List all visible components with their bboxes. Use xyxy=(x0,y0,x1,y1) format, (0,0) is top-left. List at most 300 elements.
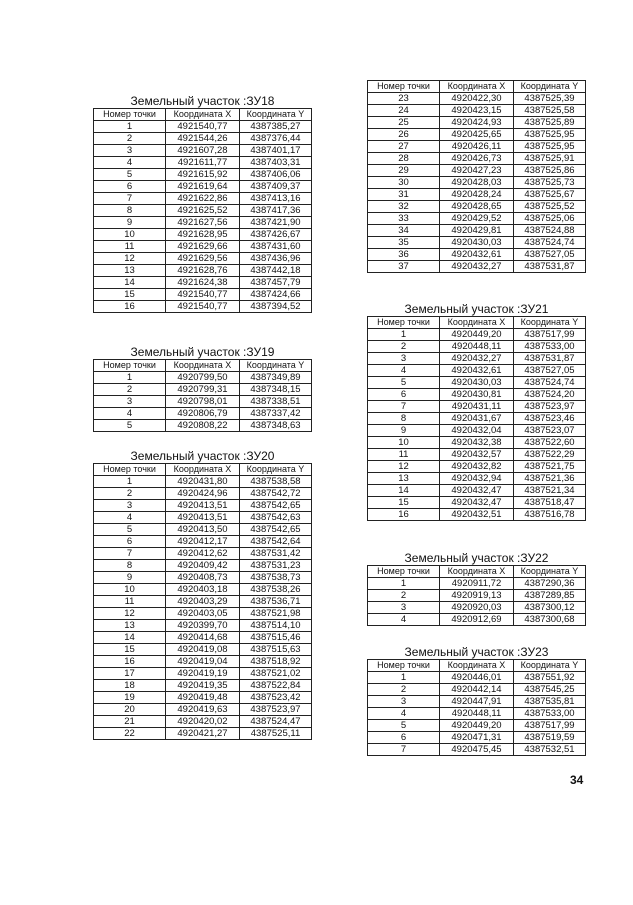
coordinate-y-cell: 4387525,67 xyxy=(514,189,586,201)
table-row xyxy=(94,656,312,668)
coordinate-y-cell: 4387337,42 xyxy=(240,408,312,420)
table-row xyxy=(94,584,312,596)
table-row xyxy=(94,265,312,277)
point-number-cell: 14 xyxy=(94,277,166,289)
coordinate-x-cell: 4921622,86 xyxy=(166,193,240,205)
coordinate-x-cell: 4920919,13 xyxy=(440,590,514,602)
coordinate-y-cell: 4387551,92 xyxy=(514,672,586,684)
table-row xyxy=(368,117,586,129)
coordinate-y-header: Координата Y xyxy=(514,566,586,578)
table-row xyxy=(368,449,586,461)
coordinate-x-cell: 4920432,27 xyxy=(440,353,514,365)
coordinate-y-cell: 4387542,65 xyxy=(240,500,312,512)
coordinate-y-cell: 4387538,58 xyxy=(240,476,312,488)
table-row xyxy=(94,524,312,536)
coordinate-y-cell: 4387403,31 xyxy=(240,157,312,169)
table-row xyxy=(94,620,312,632)
point-number-cell: 4 xyxy=(368,365,440,377)
coordinate-x-cell: 4920422,30 xyxy=(440,93,514,105)
table-row xyxy=(94,217,312,229)
point-number-cell: 2 xyxy=(94,384,166,396)
point-number-cell: 11 xyxy=(368,449,440,461)
point-number-cell: 15 xyxy=(368,497,440,509)
point-number-cell: 2 xyxy=(368,341,440,353)
coordinate-x-cell: 4920403,29 xyxy=(166,596,240,608)
coordinate-y-cell: 4387457,79 xyxy=(240,277,312,289)
table-row xyxy=(368,497,586,509)
coordinate-y-cell: 4387527,05 xyxy=(514,365,586,377)
table-row xyxy=(368,129,586,141)
coordinate-x-cell: 4920431,11 xyxy=(440,401,514,413)
coordinate-y-cell: 4387518,92 xyxy=(240,656,312,668)
coordinate-x-cell: 4921624,38 xyxy=(166,277,240,289)
coordinate-x-cell: 4921629,56 xyxy=(166,253,240,265)
coordinate-y-cell: 4387409,37 xyxy=(240,181,312,193)
coordinate-y-cell: 4387300,12 xyxy=(514,602,586,614)
table-row xyxy=(368,461,586,473)
point-number-cell: 7 xyxy=(94,548,166,560)
table-row xyxy=(94,716,312,728)
point-number-cell: 16 xyxy=(94,656,166,668)
coordinate-x-cell: 4920429,52 xyxy=(440,213,514,225)
coordinate-y-cell: 4387517,99 xyxy=(514,329,586,341)
coordinate-y-cell: 4387525,52 xyxy=(514,201,586,213)
point-number-cell: 29 xyxy=(368,165,440,177)
coordinate-y-cell: 4387521,98 xyxy=(240,608,312,620)
coordinate-y-cell: 4387523,97 xyxy=(240,704,312,716)
point-number-cell: 15 xyxy=(94,644,166,656)
coordinate-y-cell: 4387417,36 xyxy=(240,205,312,217)
coordinate-y-cell: 4387385,27 xyxy=(240,121,312,133)
coordinate-y-cell: 4387514,10 xyxy=(240,620,312,632)
point-number-cell: 3 xyxy=(368,353,440,365)
table-row xyxy=(94,169,312,181)
point-number-cell: 23 xyxy=(368,93,440,105)
coordinate-y-cell: 4387349,89 xyxy=(240,372,312,384)
coordinate-y-cell: 4387406,06 xyxy=(240,169,312,181)
table-row xyxy=(368,237,586,249)
table-row xyxy=(94,241,312,253)
table-row xyxy=(94,253,312,265)
coordinate-y-cell: 4387290,36 xyxy=(514,578,586,590)
coordinate-x-cell: 4920430,81 xyxy=(440,389,514,401)
point-number-cell: 33 xyxy=(368,213,440,225)
coordinate-y-cell: 4387338,51 xyxy=(240,396,312,408)
table-row xyxy=(368,744,586,756)
coordinate-x-cell: 4920799,31 xyxy=(166,384,240,396)
coordinate-x-cell: 4920911,72 xyxy=(440,578,514,590)
coordinate-y-cell: 4387516,78 xyxy=(514,509,586,521)
point-number-cell: 37 xyxy=(368,261,440,273)
coordinate-y-cell: 4387421,90 xyxy=(240,217,312,229)
coordinate-y-cell: 4387531,87 xyxy=(514,353,586,365)
coordinate-x-cell: 4920413,50 xyxy=(166,524,240,536)
coordinate-x-cell: 4920799,50 xyxy=(166,372,240,384)
table-row xyxy=(368,93,586,105)
parcel-title: Земельный участок :ЗУ23 xyxy=(404,645,549,659)
coordinate-y-cell: 4387426,67 xyxy=(240,229,312,241)
coordinate-x-header: Координата X xyxy=(440,660,514,672)
coordinate-x-cell: 4920442,14 xyxy=(440,684,514,696)
point-number-header: Номер точки xyxy=(94,109,166,121)
coordinate-y-cell: 4387533,00 xyxy=(514,341,586,353)
coordinate-x-cell: 4920432,51 xyxy=(440,509,514,521)
coordinate-x-cell: 4920448,11 xyxy=(440,341,514,353)
page-number: 34 xyxy=(570,773,584,787)
coordinate-y-cell: 4387517,99 xyxy=(514,720,586,732)
point-number-cell: 32 xyxy=(368,201,440,213)
table-row xyxy=(368,189,586,201)
coordinate-x-cell: 4920806,79 xyxy=(166,408,240,420)
coordinate-y-cell: 4387524,74 xyxy=(514,237,586,249)
coordinate-y-cell: 4387376,44 xyxy=(240,133,312,145)
point-number-cell: 11 xyxy=(94,241,166,253)
coordinate-y-cell: 4387524,74 xyxy=(514,377,586,389)
table-row xyxy=(368,696,586,708)
table-row xyxy=(94,205,312,217)
coordinate-y-cell: 4387431,60 xyxy=(240,241,312,253)
coordinate-y-cell: 4387424,66 xyxy=(240,289,312,301)
coordinate-x-cell: 4920412,62 xyxy=(166,548,240,560)
coordinate-y-cell: 4387524,47 xyxy=(240,716,312,728)
point-number-cell: 10 xyxy=(368,437,440,449)
parcel-title: Земельный участок :ЗУ20 xyxy=(130,449,275,463)
table-row xyxy=(94,536,312,548)
coordinate-x-cell: 4920429,81 xyxy=(440,225,514,237)
coordinate-x-cell: 4920808,22 xyxy=(166,420,240,432)
point-number-cell: 1 xyxy=(94,476,166,488)
table-row xyxy=(94,181,312,193)
point-number-cell: 7 xyxy=(94,193,166,205)
table-row xyxy=(94,596,312,608)
table-row xyxy=(368,672,586,684)
table-row xyxy=(368,602,586,614)
parcel-zu19 xyxy=(93,345,312,432)
point-number-cell: 4 xyxy=(368,708,440,720)
coordinate-x-cell: 4920424,93 xyxy=(440,117,514,129)
table-row xyxy=(94,193,312,205)
coordinate-y-cell: 4387521,34 xyxy=(514,485,586,497)
point-number-cell: 34 xyxy=(368,225,440,237)
coordinate-y-header: Координата Y xyxy=(514,660,586,672)
coordinate-y-cell: 4387525,86 xyxy=(514,165,586,177)
point-number-cell: 2 xyxy=(94,133,166,145)
point-number-cell: 3 xyxy=(94,145,166,157)
point-number-cell: 6 xyxy=(94,536,166,548)
coordinate-y-cell: 4387542,65 xyxy=(240,524,312,536)
coordinate-y-cell: 4387531,42 xyxy=(240,548,312,560)
coordinate-x-cell: 4920419,04 xyxy=(166,656,240,668)
coordinate-x-cell: 4920432,04 xyxy=(440,425,514,437)
coordinate-y-cell: 4387523,97 xyxy=(514,401,586,413)
point-number-cell: 28 xyxy=(368,153,440,165)
table-row xyxy=(368,389,586,401)
table-header-row xyxy=(94,360,312,372)
coordinate-y-cell: 4387522,60 xyxy=(514,437,586,449)
coordinate-x-cell: 4921544,26 xyxy=(166,133,240,145)
coordinate-x-cell: 4921540,77 xyxy=(166,289,240,301)
coordinate-y-cell: 4387413,16 xyxy=(240,193,312,205)
table-row xyxy=(368,105,586,117)
point-number-cell: 20 xyxy=(94,704,166,716)
coordinate-x-cell: 4920920,03 xyxy=(440,602,514,614)
coordinate-y-cell: 4387518,47 xyxy=(514,497,586,509)
coordinate-y-cell: 4387542,63 xyxy=(240,512,312,524)
coordinate-y-header: Координата Y xyxy=(240,464,312,476)
point-number-cell: 5 xyxy=(368,377,440,389)
point-number-cell: 31 xyxy=(368,189,440,201)
table-row xyxy=(94,145,312,157)
table-row xyxy=(94,157,312,169)
coordinate-x-header: Координата X xyxy=(166,464,240,476)
coordinate-x-cell: 4921629,66 xyxy=(166,241,240,253)
coordinate-y-cell: 4387524,20 xyxy=(514,389,586,401)
coordinate-y-cell: 4387521,36 xyxy=(514,473,586,485)
point-number-cell: 11 xyxy=(94,596,166,608)
table-row xyxy=(94,301,312,313)
table-row xyxy=(368,473,586,485)
coordinate-x-cell: 4921615,92 xyxy=(166,169,240,181)
coordinate-y-cell: 4387521,02 xyxy=(240,668,312,680)
coordinate-x-header: Координата X xyxy=(440,566,514,578)
table-header-row xyxy=(368,566,586,578)
coordinate-x-cell: 4920448,11 xyxy=(440,708,514,720)
point-number-cell: 8 xyxy=(368,413,440,425)
point-number-header: Номер точки xyxy=(368,81,440,93)
table-row xyxy=(368,401,586,413)
point-number-cell: 1 xyxy=(368,578,440,590)
coordinate-x-cell: 4920424,96 xyxy=(166,488,240,500)
coordinate-x-cell: 4920428,24 xyxy=(440,189,514,201)
parcel-title: Земельный участок :ЗУ18 xyxy=(130,94,275,108)
coordinate-x-cell: 4921619,64 xyxy=(166,181,240,193)
coordinate-x-cell: 4920912,69 xyxy=(440,614,514,626)
point-number-cell: 24 xyxy=(368,105,440,117)
coordinate-y-cell: 4387531,87 xyxy=(514,261,586,273)
table-row xyxy=(368,353,586,365)
coordinate-x-cell: 4920426,11 xyxy=(440,141,514,153)
coordinate-y-cell: 4387524,88 xyxy=(514,225,586,237)
point-number-cell: 1 xyxy=(368,672,440,684)
coordinate-y-cell: 4387442,18 xyxy=(240,265,312,277)
coordinate-y-header: Координата Y xyxy=(240,360,312,372)
coordinate-x-cell: 4921628,76 xyxy=(166,265,240,277)
coordinate-x-cell: 4920449,20 xyxy=(440,720,514,732)
table-row xyxy=(368,437,586,449)
table-row xyxy=(368,153,586,165)
coordinate-x-cell: 4920419,48 xyxy=(166,692,240,704)
coordinate-y-cell: 4387525,06 xyxy=(514,213,586,225)
coordinate-y-cell: 4387542,72 xyxy=(240,488,312,500)
table-row xyxy=(368,213,586,225)
point-number-cell: 18 xyxy=(94,680,166,692)
coordinate-y-cell: 4387515,63 xyxy=(240,644,312,656)
coordinate-y-cell: 4387531,23 xyxy=(240,560,312,572)
coordinate-x-cell: 4920413,51 xyxy=(166,512,240,524)
point-number-cell: 3 xyxy=(368,602,440,614)
coordinate-x-cell: 4920447,91 xyxy=(440,696,514,708)
coordinate-x-cell: 4920798,01 xyxy=(166,396,240,408)
table-row xyxy=(368,201,586,213)
point-number-cell: 10 xyxy=(94,229,166,241)
table-row xyxy=(368,578,586,590)
coordinate-y-cell: 4387521,75 xyxy=(514,461,586,473)
point-number-cell: 9 xyxy=(368,425,440,437)
point-number-cell: 6 xyxy=(368,389,440,401)
coordinate-x-cell: 4920426,73 xyxy=(440,153,514,165)
point-number-cell: 7 xyxy=(368,744,440,756)
table-row xyxy=(94,512,312,524)
point-number-cell: 35 xyxy=(368,237,440,249)
table-header-row xyxy=(368,317,586,329)
coordinate-x-cell: 4921628,95 xyxy=(166,229,240,241)
point-number-cell: 12 xyxy=(368,461,440,473)
table-row xyxy=(368,329,586,341)
coordinate-x-cell: 4920428,65 xyxy=(440,201,514,213)
coordinate-y-cell: 4387394,52 xyxy=(240,301,312,313)
point-number-cell: 21 xyxy=(94,716,166,728)
table-row xyxy=(368,177,586,189)
point-number-cell: 8 xyxy=(94,205,166,217)
point-number-cell: 13 xyxy=(94,265,166,277)
point-number-cell: 10 xyxy=(94,584,166,596)
parcel-title: Земельный участок :ЗУ21 xyxy=(404,302,549,316)
coordinate-x-cell: 4920446,01 xyxy=(440,672,514,684)
point-number-cell: 3 xyxy=(94,396,166,408)
parcel-zu23 xyxy=(367,645,586,756)
point-number-cell: 5 xyxy=(368,720,440,732)
table-row xyxy=(368,413,586,425)
coordinates-table xyxy=(367,659,586,756)
coordinate-x-cell: 4920412,17 xyxy=(166,536,240,548)
table-row xyxy=(368,225,586,237)
coordinate-y-cell: 4387538,73 xyxy=(240,572,312,584)
coordinate-x-cell: 4920419,08 xyxy=(166,644,240,656)
table-row xyxy=(368,590,586,602)
table-row xyxy=(368,684,586,696)
point-number-cell: 1 xyxy=(368,329,440,341)
coordinate-y-cell: 4387536,71 xyxy=(240,596,312,608)
point-number-cell: 16 xyxy=(94,301,166,313)
coordinate-x-cell: 4920425,65 xyxy=(440,129,514,141)
table-row xyxy=(94,704,312,716)
coordinate-x-cell: 4920432,57 xyxy=(440,449,514,461)
coordinate-y-cell: 4387525,89 xyxy=(514,117,586,129)
table-row xyxy=(94,608,312,620)
coordinate-y-header: Координата Y xyxy=(514,317,586,329)
coordinate-x-cell: 4920409,42 xyxy=(166,560,240,572)
coordinate-x-cell: 4920430,03 xyxy=(440,377,514,389)
coordinate-y-cell: 4387300,68 xyxy=(514,614,586,626)
table-row xyxy=(94,500,312,512)
coordinate-x-cell: 4920423,15 xyxy=(440,105,514,117)
table-header-row xyxy=(368,660,586,672)
coordinate-x-header: Координата X xyxy=(440,317,514,329)
parcel-zu20-continuation xyxy=(367,80,586,273)
table-row xyxy=(368,377,586,389)
coordinate-x-cell: 4920403,18 xyxy=(166,584,240,596)
coordinate-x-cell: 4920432,47 xyxy=(440,485,514,497)
parcel-zu22 xyxy=(367,551,586,626)
point-number-cell: 14 xyxy=(94,632,166,644)
parcel-zu21 xyxy=(367,302,586,521)
coordinate-y-cell: 4387401,17 xyxy=(240,145,312,157)
coordinate-x-cell: 4920471,31 xyxy=(440,732,514,744)
table-row xyxy=(368,485,586,497)
table-header-row xyxy=(94,464,312,476)
coordinate-y-cell: 4387525,95 xyxy=(514,129,586,141)
coordinate-y-cell: 4387525,58 xyxy=(514,105,586,117)
point-number-header: Номер точки xyxy=(368,317,440,329)
point-number-cell: 12 xyxy=(94,608,166,620)
coordinate-y-cell: 4387532,51 xyxy=(514,744,586,756)
coordinate-x-cell: 4920403,05 xyxy=(166,608,240,620)
table-row xyxy=(94,560,312,572)
coordinate-x-cell: 4920419,35 xyxy=(166,680,240,692)
coordinate-x-cell: 4920428,03 xyxy=(440,177,514,189)
coordinate-x-cell: 4920431,80 xyxy=(166,476,240,488)
coordinate-y-cell: 4387533,00 xyxy=(514,708,586,720)
point-number-cell: 4 xyxy=(94,157,166,169)
parcel-zu18 xyxy=(93,94,312,313)
table-row xyxy=(94,408,312,420)
parcel-title: Земельный участок :ЗУ22 xyxy=(404,551,549,565)
point-number-cell: 1 xyxy=(94,121,166,133)
point-number-cell: 22 xyxy=(94,728,166,740)
table-row xyxy=(368,165,586,177)
point-number-header: Номер точки xyxy=(368,566,440,578)
point-number-cell: 30 xyxy=(368,177,440,189)
point-number-cell: 2 xyxy=(94,488,166,500)
point-number-cell: 9 xyxy=(94,572,166,584)
coordinate-x-cell: 4920419,63 xyxy=(166,704,240,716)
point-number-header: Номер точки xyxy=(94,360,166,372)
point-number-cell: 25 xyxy=(368,117,440,129)
coordinate-y-cell: 4387522,29 xyxy=(514,449,586,461)
table-row xyxy=(368,141,586,153)
point-number-cell: 5 xyxy=(94,524,166,536)
point-number-header: Номер точки xyxy=(368,660,440,672)
table-row xyxy=(368,261,586,273)
coordinate-y-cell: 4387522,84 xyxy=(240,680,312,692)
coordinate-x-cell: 4921611,77 xyxy=(166,157,240,169)
coordinate-y-cell: 4387348,15 xyxy=(240,384,312,396)
point-number-cell: 13 xyxy=(368,473,440,485)
point-number-cell: 6 xyxy=(368,732,440,744)
point-number-cell: 6 xyxy=(94,181,166,193)
coordinate-y-cell: 4387525,91 xyxy=(514,153,586,165)
coordinates-table xyxy=(93,463,312,740)
coordinate-y-cell: 4387289,85 xyxy=(514,590,586,602)
parcel-title: Земельный участок :ЗУ19 xyxy=(130,345,275,359)
point-number-cell: 4 xyxy=(94,512,166,524)
coordinate-y-cell: 4387523,42 xyxy=(240,692,312,704)
table-row xyxy=(94,372,312,384)
table-row xyxy=(94,396,312,408)
table-row xyxy=(368,249,586,261)
table-row xyxy=(94,289,312,301)
coordinate-x-cell: 4920475,45 xyxy=(440,744,514,756)
coordinate-x-cell: 4920430,03 xyxy=(440,237,514,249)
coordinate-x-cell: 4920431,67 xyxy=(440,413,514,425)
coordinate-x-header: Координата X xyxy=(440,81,514,93)
point-number-cell: 13 xyxy=(94,620,166,632)
coordinate-y-cell: 4387525,95 xyxy=(514,141,586,153)
parcel-zu20 xyxy=(93,449,312,740)
point-number-cell: 12 xyxy=(94,253,166,265)
point-number-cell: 4 xyxy=(94,408,166,420)
coordinate-y-cell: 4387545,25 xyxy=(514,684,586,696)
